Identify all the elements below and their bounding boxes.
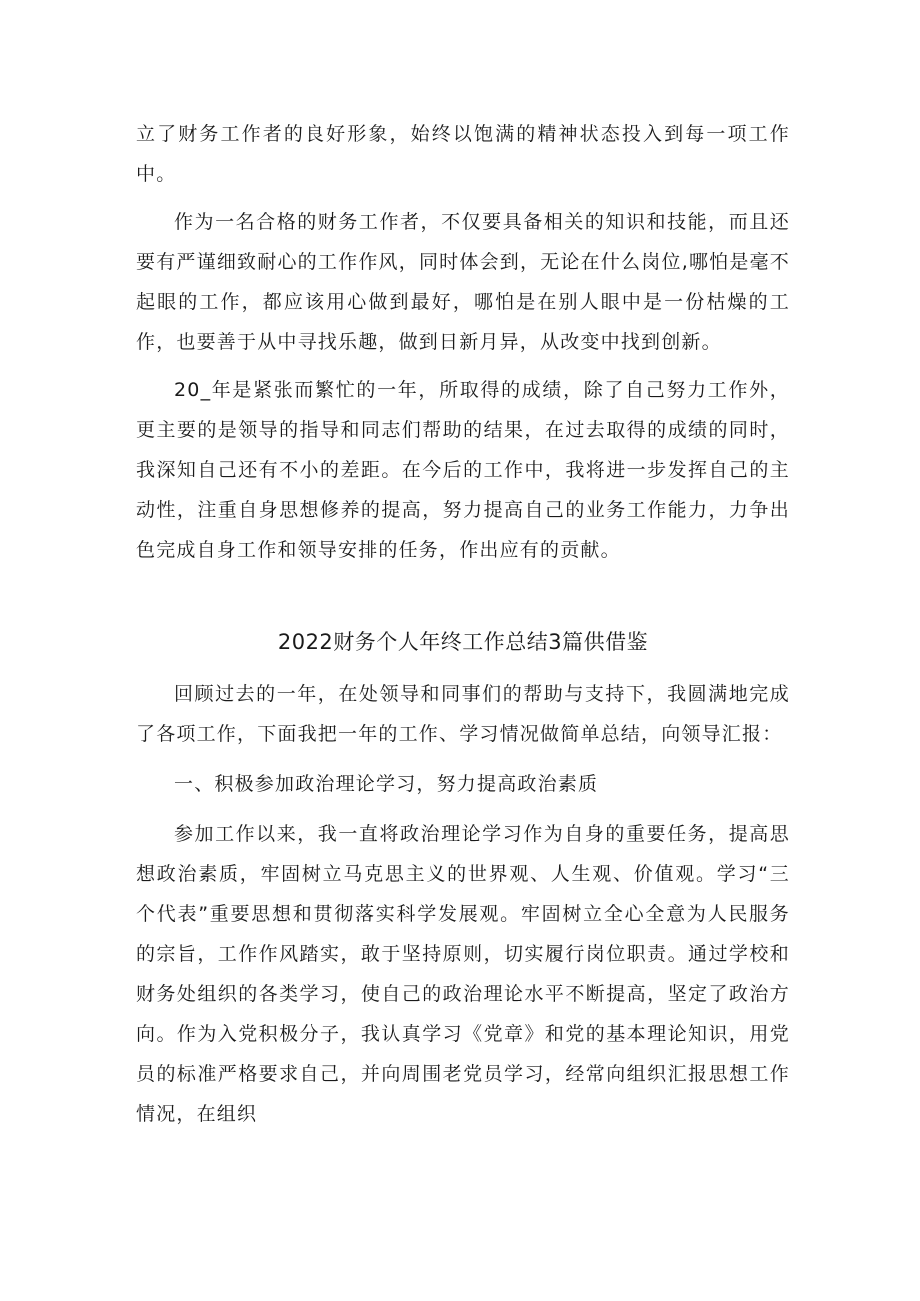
paragraph-year-summary: 20_年是紧张而繁忙的一年，所取得的成绩，除了自己努力工作外，更主要的是领导的指导和同志们帮助的结果，在过去取得的成绩的同时，我深知自己还有不小的差距。在今后的工作中，我将进一步发挥自己的主动性，注重自身思想修养的提高，努力提高自己的业务工作能力，力争出色完成自身工作和领导安排的任务，作出应有的贡献。 bbox=[136, 379, 790, 561]
section-title: 2022财务个人年终工作总结3篇供借鉴 bbox=[277, 630, 649, 654]
paragraph-review: 回顾过去的一年，在处领导和同事们的帮助与支持下，我圆满地完成了各项工作，下面我把一年的工作、学习情况做简单总结，向领导汇报： bbox=[136, 683, 790, 745]
paragraph-continued: 立了财务工作者的良好形象，始终以饱满的精神状态投入到每一项工作中。 bbox=[136, 123, 790, 185]
paragraph-qualified-accountant: 作为一名合格的财务工作者，不仅要具备相关的知识和技能，而且还要有严谨细致耐心的工作作风，同时体会到，无论在什么岗位,哪怕是毫不起眼的工作，都应该用心做到最好，哪怕是在别人眼中是一份枯燥的工作，也要善于从中寻找乐趣，做到日新月异，从改变中找到创新。 bbox=[136, 211, 790, 353]
section-heading-political-study: 一、积极参加政治理论学习，努力提高政治素质 bbox=[174, 773, 599, 795]
paragraph-political-study: 参加工作以来，我一直将政治理论学习作为自身的重要任务，提高思想政治素质，牢固树立马克思主义的世界观、人生观、价值观。学习“三个代表”重要思想和贯彻落实科学发展观。牢固树立全心全意为人民服务的宗旨，工作作风踏实，敢于坚持原则，切实履行岗位职责。通过学校和财务处组织的各类学习，使自己的政治理论水平不断提高，坚定了政治方向。作为入党积极分子，我认真学习《党章》和党的基本理论知识，用党员的标准严格要求自己，并向周围老党员学习，经常向组织汇报思想工作情况，在组织 bbox=[136, 823, 790, 1125]
document-body bbox=[136, 114, 790, 1134]
